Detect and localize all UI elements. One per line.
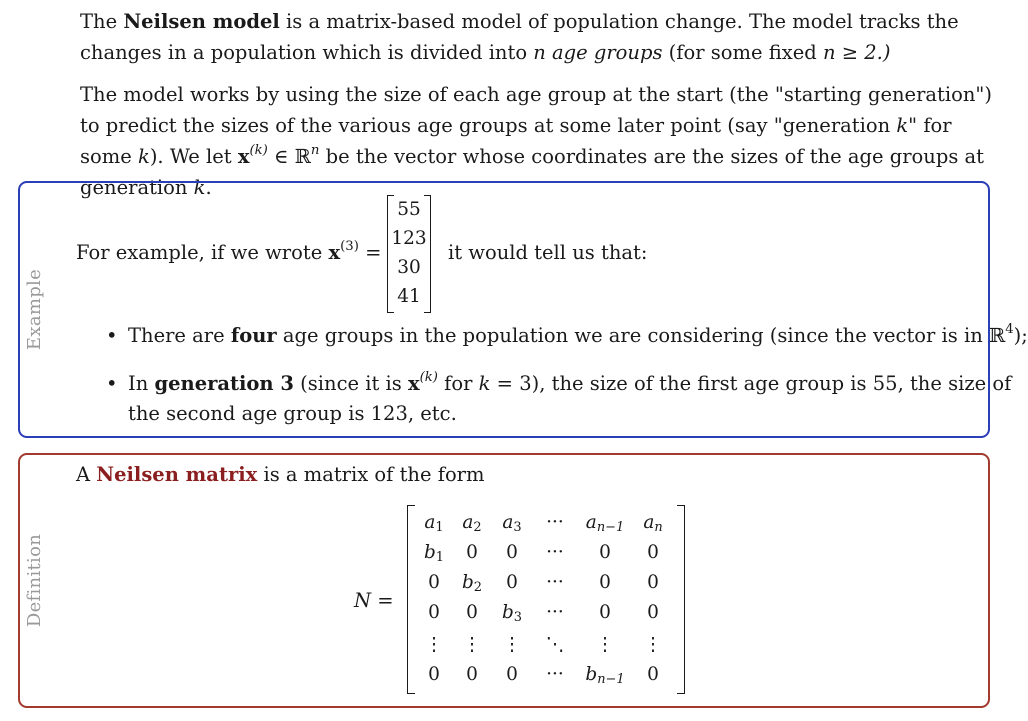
- matrix-entry: 0: [506, 664, 518, 685]
- matrix-entry: 0: [466, 542, 478, 563]
- vector-entry: 41: [397, 286, 421, 307]
- matrix-entry: ⋮: [595, 634, 615, 655]
- matrix-lhs: N =: [354, 589, 394, 612]
- matrix-entry: $a_n$: [643, 512, 663, 536]
- matrix-entry: ···: [546, 572, 564, 593]
- matrix-entry: $a_1$: [424, 512, 444, 536]
- intro-paragraph-1: The Neilsen model is a matrix-based model of population change. The model tracks the changes in a population which is divided into n age groups (for some fixed n ≥ 2.): [80, 10, 959, 64]
- matrix-entry: 0: [428, 602, 440, 623]
- matrix-entry: 0: [506, 572, 518, 593]
- matrix-entry: $a_3$: [502, 512, 522, 536]
- matrix-entry: 0: [599, 602, 611, 623]
- example-tail: it would tell us that:: [448, 241, 648, 264]
- matrix-entry: 0: [647, 664, 659, 685]
- matrix-entry: 0: [599, 542, 611, 563]
- intro-paragraph-2: The model works by using the size of each age group at the start (the "starting generation") to predict the sizes of the various age groups at some later point (say "generation k" for some k). We let $x^{(k)}$ ∈ ℝ$^n$ be the vector whose coordinates are the sizes of the age groups at generation k.: [80, 83, 992, 199]
- matrix-entry: $a_{n-1}$: [585, 512, 625, 536]
- matrix-entry: ⋱: [545, 634, 565, 655]
- matrix-entry: 0: [647, 542, 659, 563]
- matrix-entry: $b_3$: [501, 602, 523, 626]
- definition-lead: A Neilsen matrix is a matrix of the form: [76, 463, 485, 486]
- example-lead: For example, if we wrote $x^{(3)}$ =: [76, 238, 382, 264]
- example-vector: [387, 195, 431, 313]
- matrix-entry: $b_{n-1}$: [585, 664, 625, 688]
- matrix-entry: 0: [599, 572, 611, 593]
- matrix-entry: 0: [466, 664, 478, 685]
- matrix-entry: ···: [546, 664, 564, 685]
- definition-label: Definition: [24, 533, 46, 628]
- matrix-entry: ⋮: [424, 634, 444, 655]
- matrix-entry: ⋮: [643, 634, 663, 655]
- matrix-entry: ⋮: [502, 634, 522, 655]
- vector-entry: 123: [391, 228, 427, 249]
- matrix-entry: ···: [546, 542, 564, 563]
- matrix-entry: ···: [546, 512, 564, 533]
- example-box: Example For example, if we wrote $x^{(3)}$ = 55 123 30 41 it would tell us that: • There are four age groups in the population we are considering (since the vector is in ℝ$^4$); • In generation 3 (since it is $x^{(k)}$ for k = 3), the size of the first age group is 55, the size of the second age group is 123, etc.: [18, 181, 990, 438]
- definition-box: [18, 453, 990, 708]
- matrix-entry: $b_1$: [423, 542, 445, 566]
- vector-entry: 55: [397, 199, 421, 220]
- matrix-entry: 0: [647, 602, 659, 623]
- neilsen-model-term: Neilsen model: [123, 10, 280, 33]
- neilsen-matrix-term: Neilsen matrix: [96, 463, 258, 486]
- vector-entry: 30: [397, 257, 421, 278]
- matrix-entry: ⋮: [462, 634, 482, 655]
- matrix-entry: 0: [506, 542, 518, 563]
- matrix-entry: ···: [546, 602, 564, 623]
- matrix-entry: 0: [466, 602, 478, 623]
- matrix-entry: 0: [647, 572, 659, 593]
- matrix-entry: 0: [428, 664, 440, 685]
- matrix-entry: $a_2$: [462, 512, 482, 536]
- neilsen-matrix: [407, 505, 685, 694]
- matrix-entry: $b_2$: [461, 572, 483, 596]
- example-label: Example: [24, 268, 46, 351]
- matrix-entry: 0: [428, 572, 440, 593]
